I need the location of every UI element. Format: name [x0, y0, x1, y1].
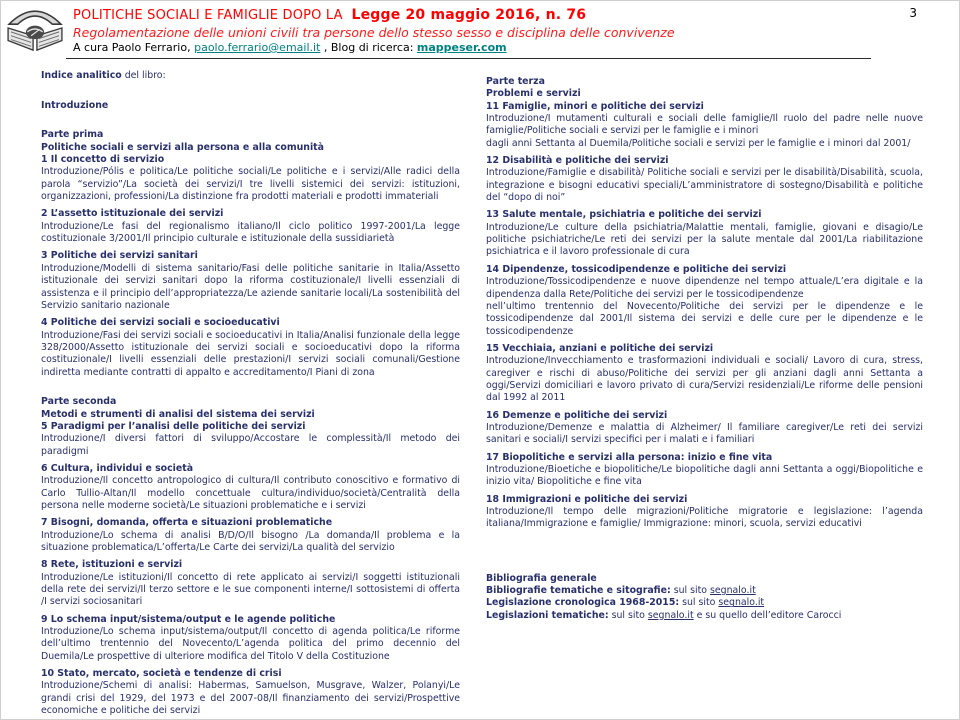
email-link[interactable]: paolo.ferrario@email.it	[194, 41, 321, 54]
index-left-column	[41, 70, 460, 718]
section-heading: 13 Salute mentale, psichiatria e politiche dei servizi	[486, 209, 762, 221]
blog-link[interactable]: mappeser.com	[416, 41, 507, 54]
byline	[73, 41, 959, 54]
section-paragraph: Introduzione/Famiglie e disabilità/ Politiche sociali e servizi per le disabilità/Disabilità, scuola, integrazione e bisogni educativi speciali/L’amministratore di sostegno/Disabilità e politiche del “dopo di noi”	[486, 167, 923, 204]
section-heading: 18 Immigrazioni e politiche dei servizi	[486, 493, 688, 505]
section-paragraph: Introduzione/Le istituzioni/Il concetto di rete applicato ai servizi/I soggetti istituzionali della rete dei servizi/Il terzo settore e le sue componenti interne/I sottosistemi di offerta /I servizi sociosanitari	[41, 571, 461, 608]
section-heading: 3 Politiche dei servizi sanitari	[41, 250, 198, 262]
spacer	[41, 379, 460, 391]
section-heading: 1 Il concetto di servizio	[41, 154, 165, 166]
section-paragraph: dagli anni Settanta al Duemila/Politiche sociali e servizi per le famiglie e i minori dal 2001/	[486, 137, 911, 149]
header-divider	[66, 58, 871, 59]
section-paragraph: Introduzione/Pólis e politica/Le politiche sociali/Le politiche e i servizi/Alle radici della parola “servizio”/La società dei servizi/I tre livelli sistemici dei servizi: istituzioni, organizzazioni, professioni/La distinzione fra prodotti materiali e prodotti immateriali	[41, 166, 461, 203]
section-paragraph: Introduzione/I diversi fattori di sviluppo/Accostare le complessità/Il metodo dei paradigmi	[41, 433, 461, 457]
bibliography-label: Legislazione cronologica 1968-2015:	[486, 597, 680, 609]
index-right-column	[486, 70, 923, 718]
section-heading: 2 L’assetto istituzionale dei servizi	[41, 208, 224, 220]
segnalo-link[interactable]: segnalo.it	[710, 585, 756, 597]
section-heading: 12 Disabilità e politiche dei servizi	[486, 155, 669, 167]
section-paragraph: Introduzione/Il concetto antropologico di cultura/Il contributo conoscitivo e formativo di Carlo Tullio-Altan/Il modello concettuale cultura/individuo/società/Centralità della persona nelle moderne società/Le situazioni problematiche e i servizi	[41, 475, 461, 511]
section-heading: 8 Rete, istituzioni e servizi	[41, 559, 183, 571]
section-heading: 9 Lo schema input/sistema/output e le agende politiche	[41, 613, 336, 625]
section-paragraph: Introduzione/I mutamenti culturali e sociali delle famiglie/Il ruolo del padre nelle nuove famiglie/Politiche sociali e servizi per le famiglie e i minori	[486, 113, 923, 137]
section-heading: 11 Famiglie, minori e politiche dei servizi	[486, 100, 704, 112]
bibliography-line: Legislazione cronologica 1968-2015: sul sito segnalo.it	[486, 597, 765, 609]
section-paragraph: Introduzione/Bioetiche e biopolitiche/Le biopolitiche dagli anni Settanta a oggi/Biopolitiche e inizio vita/ Biopolitiche e fine vita	[486, 463, 923, 488]
page-number: 3	[909, 6, 917, 20]
section-heading: 15 Vecchiaia, anziani e politiche dei servizi	[486, 342, 714, 354]
section-heading: 16 Demenze e politiche dei servizi	[486, 409, 668, 421]
spacer	[486, 555, 923, 567]
section-paragraph: Introduzione/Tossicodipendenze e nuove dipendenze nel tempo attuale/L’era digitale e la dipendenza dalla Rete/Politiche dei servizi per le tossicodipendenze	[486, 276, 923, 300]
section-heading: Parte terza	[486, 76, 545, 87]
section-heading: 17 Biopolitiche e servizi alla persona: inizio e fine vita	[486, 451, 773, 463]
section-paragraph: Introduzione/Il tempo delle migrazioni/Politiche migratorie e legislazione: l’agenda italiana/Immigrazione e famiglie/ Immigrazione: minori, scuola, servizi educativi	[486, 506, 923, 530]
bibliography-label: Legislazioni tematiche:	[486, 609, 609, 621]
section-heading: 7 Bisogni, domanda, offerta e situazioni problematiche	[41, 517, 333, 529]
header	[1, 1, 959, 57]
section-paragraph: Introduzione/Lo schema input/sistema/output/Il concetto di agenda politica/Le riforme dell’ultimo trentennio del Novecento/L’agenda politica del primo decennio del Duemila/Le prospettive di ulteriore modifica del Titolo V della Costituzione	[41, 626, 461, 662]
spacer	[41, 112, 460, 124]
section-heading: 6 Cultura, individui e società	[41, 462, 194, 474]
section-paragraph: nell’ultimo trentennio del Novecento/Politiche dei servizi per le dipendenze e le tossicodipendenze dal 2001/Il sistema dei servizi e delle cure per le dipendenze e le tossicodipendenze	[486, 300, 923, 337]
section-heading: Metodi e strumenti di analisi del sistema dei servizi	[41, 408, 315, 420]
bibliography-line: Legislazioni tematiche: sul sito segnalo.it e su quello dell’editore Carocci	[486, 609, 842, 621]
segnalo-link[interactable]: segnalo.it	[647, 609, 694, 621]
section-paragraph: Introduzione/Le culture della psichiatria/Malattie mentali, famiglie, giovani e disagio/Le politiche psichiatriche/Le reti dei servizi per la salute mentale dal 2001/La riabilitazione psichiatrica e il lavoro professionale di cura	[486, 221, 923, 258]
bibliography-line: Bibliografie tematiche e sitografie: sul sito segnalo.it	[486, 585, 756, 597]
section-paragraph: Introduzione/Modelli di sistema sanitario/Fasi delle politiche sanitarie in Italia/Assetto istituzionale dei servizi sanitari dopo la riforma costituzionale/I livelli essenziali di assistenza e il principio dell’appropriatezza/Le aziende sanitarie locali/La sostenibilità del Servizio sanitario nazionale	[41, 262, 461, 311]
index-content	[1, 57, 959, 718]
byline-middle: , Blog di ricerca:	[320, 41, 417, 54]
section-paragraph: Introduzione/Invecchiamento e trasformazioni individuali e sociali/ Lavoro di cura, stress, caregiver e rischi di abuso/Politiche dei servizi per gli anziani dagli anni Settanta a oggi/Servizi domiciliari e lavoro privato di cura/Servizi residenziali/Le riforme delle pensioni dal 1992 al 2011	[486, 355, 923, 404]
section-heading: Politiche sociali e servizi alla persona e alla comunità	[41, 141, 324, 153]
section-heading: 14 Dipendenze, tossicodipendenze e politiche dei servizi	[486, 263, 787, 275]
section-heading: Introduzione	[41, 99, 109, 111]
title-law-reference: Legge 20 maggio 2016, n. 76	[351, 7, 587, 23]
section-heading: Problemi e servizi	[486, 88, 581, 100]
section-paragraph: Introduzione/Lo schema di analisi B/D/O/Il bisogno /La domanda/Il problema e la situazione problematica/L’offerta/Le Carte dei servizi/La qualità del servizio	[41, 529, 461, 554]
segnalo-link[interactable]: segnalo.it	[718, 597, 765, 609]
section-heading: 4 Politiche dei servizi sociali e socioeducativi	[41, 317, 280, 329]
index-lead-bold: Indice analitico	[41, 70, 122, 81]
title-regular: POLITICHE SOCIALI E FAMIGLIE DOPO LA	[73, 8, 343, 23]
section-heading: Parte seconda	[41, 396, 117, 408]
spacer	[486, 531, 923, 543]
page-subtitle: Regolamentazione delle unioni civili tra persone dello stesso sesso e disciplina delle convivenze	[73, 25, 675, 40]
spacer	[41, 82, 460, 94]
index-lead-line: Indice analitico del libro:	[41, 70, 166, 81]
bibliography-label: Bibliografie tematiche e sitografie:	[486, 585, 671, 597]
section-heading: Bibliografia generale	[486, 572, 597, 584]
section-paragraph: Introduzione/Demenze e malattia di Alzheimer/ Il familiare caregiver/Le reti dei servizi sanitari e sociali/I servizi specifici per i malati e i familiari	[486, 421, 923, 446]
section-heading: 5 Paradigmi per l’analisi delle politiche dei servizi	[41, 420, 306, 432]
section-paragraph: Introduzione/Fasi dei servizi sociali e socioeducativi in Italia/Analisi funzionale della legge 328/2000/Assetto istituzionale dei servizi sociali e socioeducativi dopo la riforma costituzionale/I livelli essenziali delle prestazioni/I servizi sociali comunali/Gestione indiretta mediante contratti di appalto e accreditamento/I Piani di zona	[41, 329, 461, 378]
byline-prefix: A cura Paolo Ferrario,	[73, 41, 195, 54]
page-title	[73, 7, 959, 23]
section-heading: Parte prima	[41, 129, 104, 141]
section-paragraph: Introduzione/Schemi di analisi: Habermas, Samuelson, Musgrave, Walzer, Polanyi/Le grandi crisi del 1929, del 1973 e del 2007-08/Il finanziamento dei servizi/Prospettive economiche e politiche dei servizi	[41, 680, 461, 717]
spacer	[486, 543, 923, 555]
section-paragraph: Introduzione/Le fasi del regionalismo italiano/Il ciclo politico 1997-2001/La legge costituzionale 3/2001/Il principio culturale e istituzionale della sussidiarietà	[41, 220, 461, 245]
section-heading: 10 Stato, mercato, società e tendenze di crisi	[41, 668, 282, 680]
open-book-handshake-logo	[6, 4, 64, 54]
